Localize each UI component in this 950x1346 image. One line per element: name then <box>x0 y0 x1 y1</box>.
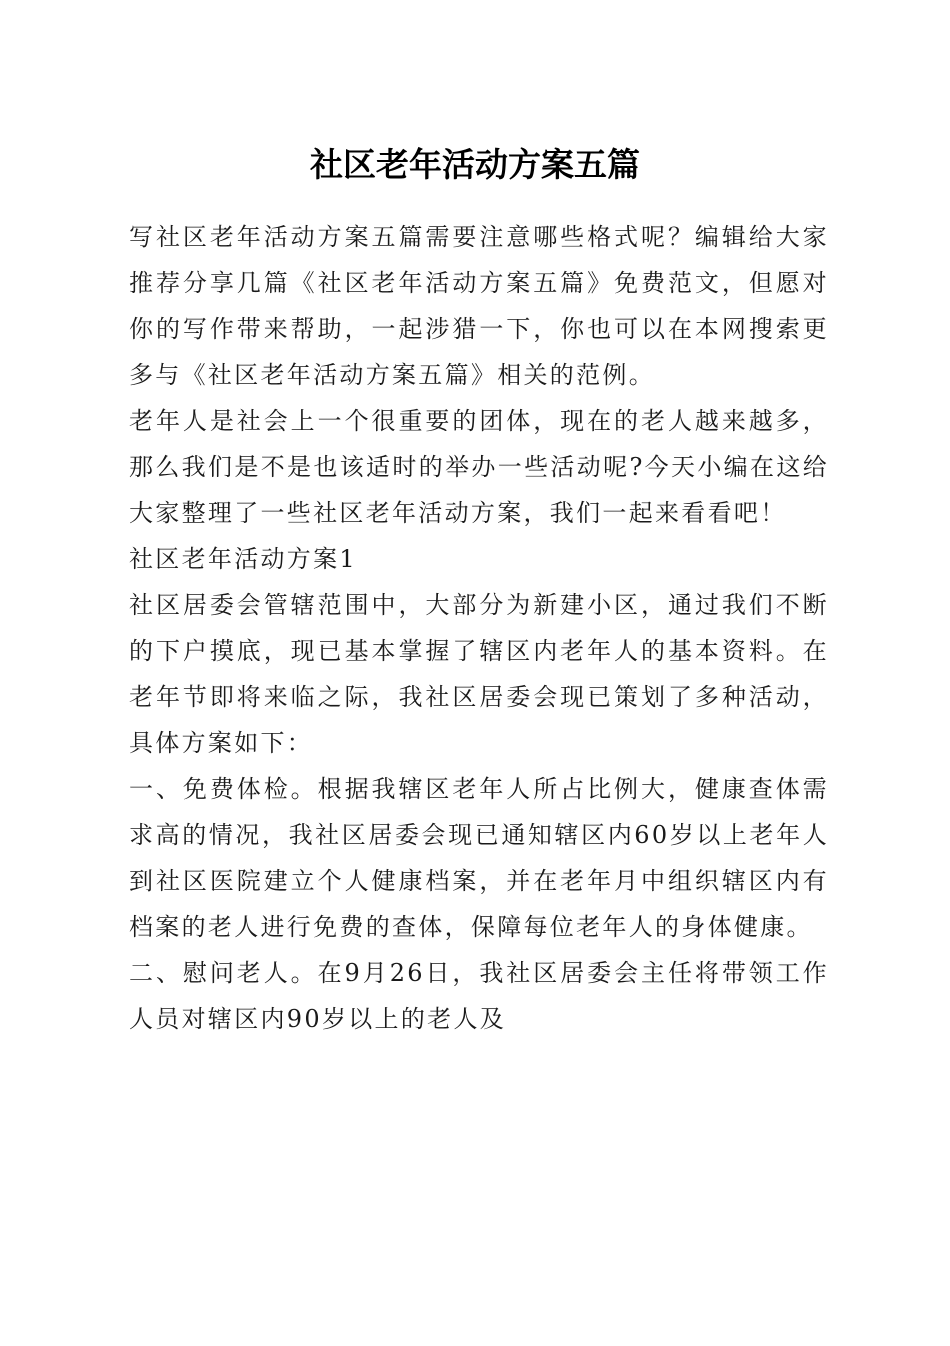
item-visit-elderly: 二、慰问老人。在9月26日，我社区居委会主任将带领工作人员对辖区内90岁以上的老人及 <box>129 959 829 1033</box>
item-free-checkup: 一、免费体检。根据我辖区老年人所占比例大，健康查体需求高的情况，我社区居委会现已通知辖区内60岁以上老年人到社区医院建立个人健康档案，并在老年月中组织辖区内有档案的老人进行免费的查体，保障每位老年人的身体健康。 <box>129 775 829 941</box>
document-title: 社区老年活动方案五篇 <box>310 145 640 184</box>
intro-paragraph: 写社区老年活动方案五篇需要注意哪些格式呢？编辑给大家推荐分享几篇《社区老年活动方案五篇》免费范文，但愿对你的写作带来帮助，一起涉猎一下，你也可以在本网搜索更多与《社区老年活动方案五篇》相关的范例。 <box>129 223 829 389</box>
background-paragraph: 老年人是社会上一个很重要的团体，现在的老人越来越多，那么我们是不是也该适时的举办一些活动呢?今天小编在这给大家整理了一些社区老年活动方案，我们一起来看看吧！ <box>129 407 829 527</box>
document-body <box>129 214 829 1042</box>
section-heading: 社区老年活动方案1 <box>129 545 357 573</box>
overview-paragraph: 社区居委会管辖范围中，大部分为新建小区，通过我们不断的下户摸底，现已基本掌握了辖区内老年人的基本资料。在老年节即将来临之际，我社区居委会现已策划了多种活动，具体方案如下： <box>129 591 829 757</box>
